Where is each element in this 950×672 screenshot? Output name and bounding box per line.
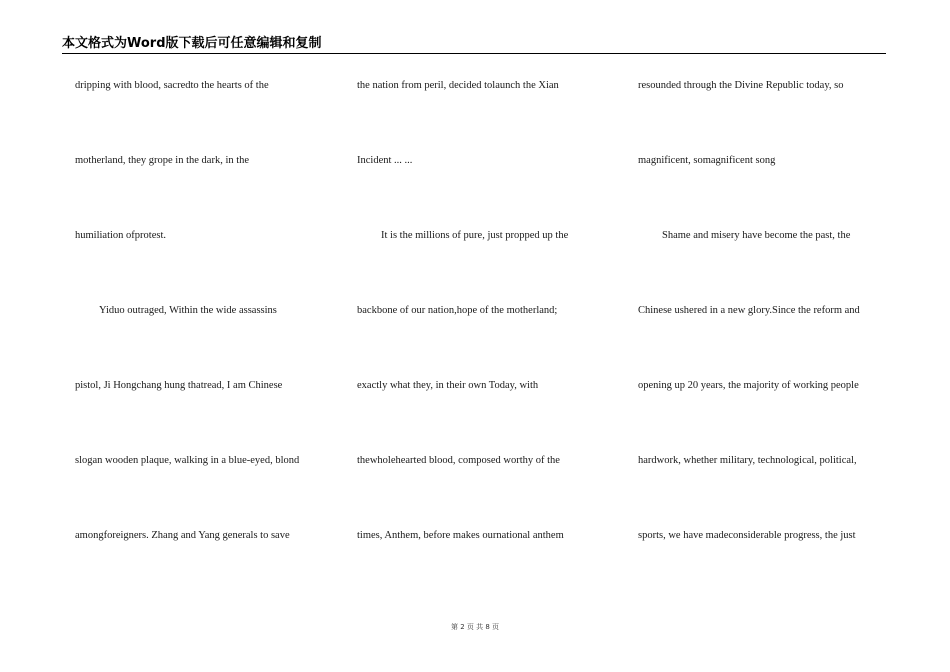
text-line: exactly what they, in their own Today, with — [357, 380, 539, 391]
text-line: Shame and misery have become the past, the — [662, 230, 851, 241]
text-line: motherland, they grope in the dark, in the — [75, 155, 250, 166]
text-line: magnificent, somagnificent song — [638, 155, 776, 166]
text-line: Chinese ushered in a new glory.Since the reform and — [638, 305, 860, 316]
header-title: 本文格式为Word版下载后可任意编辑和复制 — [62, 36, 322, 51]
text-line: resounded through the Divine Republic today, so — [638, 80, 844, 91]
text-line: times, Anthem, before makes ournational anthem — [357, 530, 564, 541]
text-line: humiliation ofprotest. — [75, 230, 166, 241]
text-line: amongforeigners. Zhang and Yang generals to save — [75, 530, 290, 541]
text-line: backbone of our nation,hope of the motherland; — [357, 305, 558, 316]
text-line: sports, we have madeconsiderable progress, the just — [638, 530, 856, 541]
text-column-2 — [357, 0, 617, 600]
text-line: the nation from peril, decided tolaunch the Xian — [357, 80, 559, 91]
page-number: 第 2 页 共 8 页 — [450, 623, 500, 631]
text-line: thewholehearted blood, composed worthy of the — [357, 455, 560, 466]
text-line: slogan wooden plaque, walking in a blue-eyed, blond — [75, 455, 300, 466]
text-column-3 — [638, 0, 898, 600]
text-line: Incident ... ... — [357, 155, 413, 166]
text-line: pistol, Ji Hongchang hung thatread, I am Chinese — [75, 380, 283, 391]
text-column-1 — [75, 0, 335, 600]
text-line: It is the millions of pure, just propped up the — [381, 230, 569, 241]
text-line: dripping with blood, sacredto the hearts of the — [75, 80, 269, 91]
text-line: opening up 20 years, the majority of working people — [638, 380, 859, 391]
text-line: hardwork, whether military, technological, political, — [638, 455, 857, 466]
text-line: Yiduo outraged, Within the wide assassins — [99, 305, 277, 316]
